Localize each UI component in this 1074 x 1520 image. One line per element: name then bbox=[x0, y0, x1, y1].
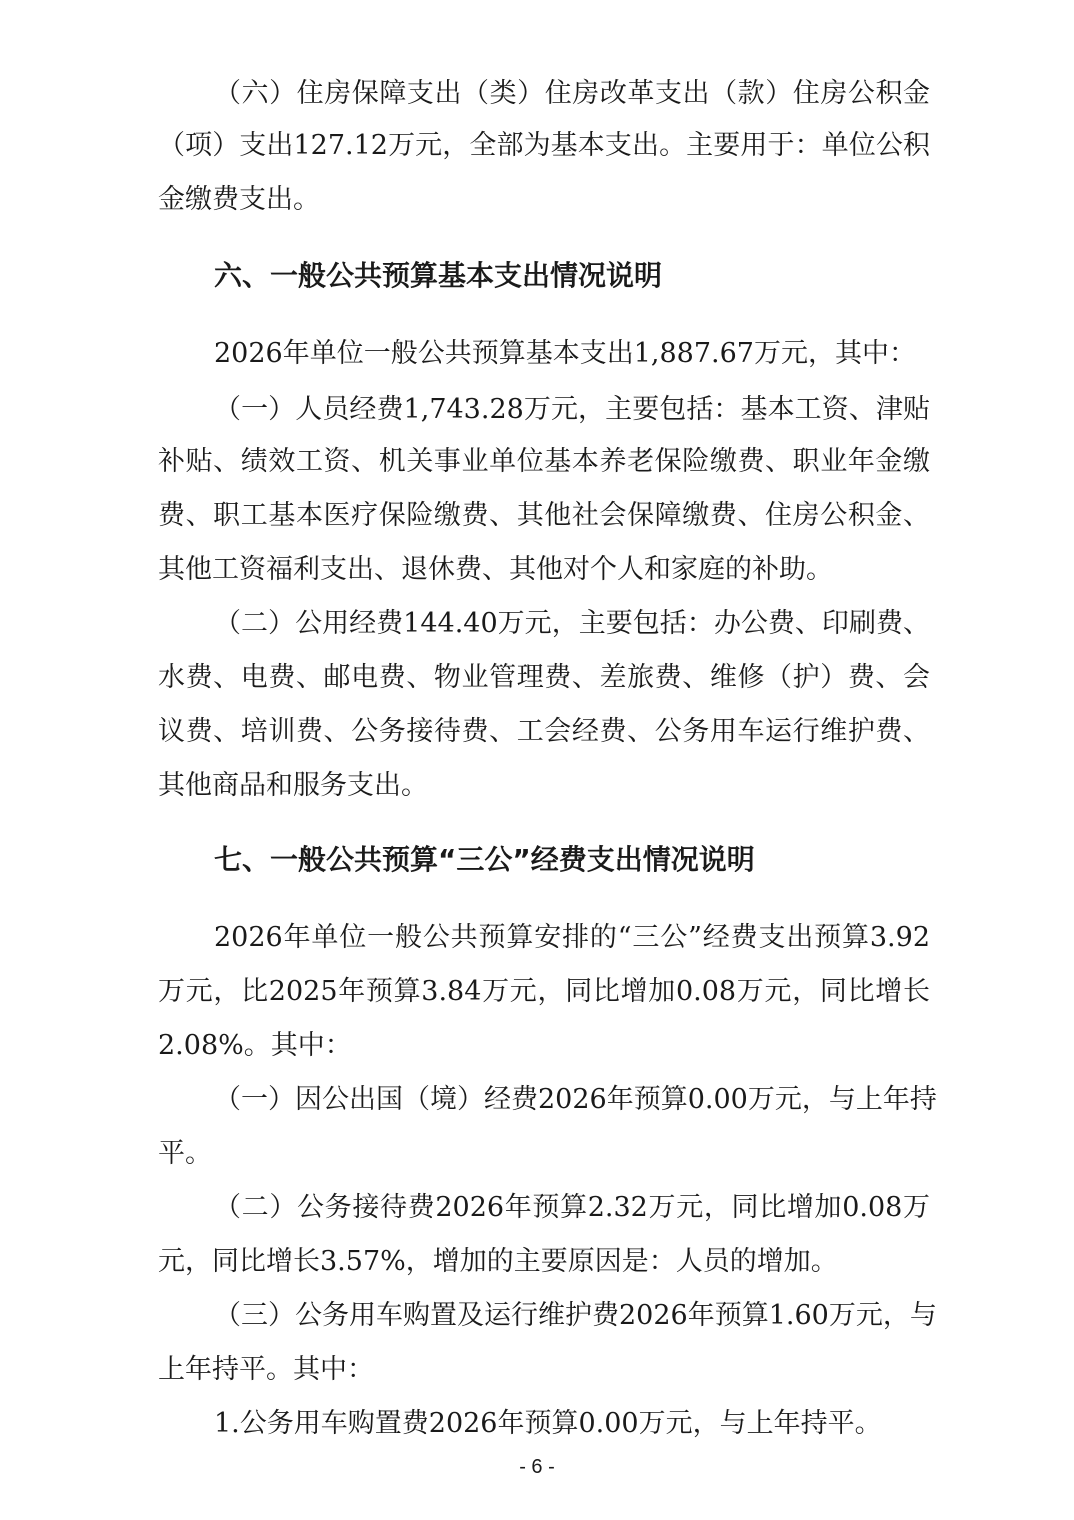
personnel-cost-line-2: 补贴、绩效工资、机关事业单位基本养老保险缴费、职业年金缴 bbox=[158, 446, 930, 477]
section-6-intro: 2026年单位一般公共预算基本支出1,887.67万元，其中： bbox=[214, 338, 916, 369]
public-cost-line-3: 议费、培训费、公务接待费、工会经费、公务用车运行维护费、 bbox=[158, 716, 930, 747]
personnel-cost-line-4: 其他工资福利支出、退休费、其他对个人和家庭的补助。 bbox=[158, 554, 833, 585]
paragraph-housing-line-2: （项）支出127.12万元，全部为基本支出。主要用于：单位公积 bbox=[158, 130, 930, 161]
paragraph-housing-line-1: （六）住房保障支出（类）住房改革支出（款）住房公积金 bbox=[214, 78, 930, 109]
public-cost-line-2: 水费、电费、邮电费、物业管理费、差旅费、维修（护）费、会 bbox=[158, 662, 930, 693]
reception-expense-line-2: 元，同比增长3.57%，增加的主要原因是：人员的增加。 bbox=[158, 1246, 838, 1277]
section-7-heading: 七、一般公共预算“三公”经费支出情况说明 bbox=[214, 843, 755, 876]
section-6-heading: 六、一般公共预算基本支出情况说明 bbox=[214, 259, 663, 292]
abroad-expense-line-1: （一）因公出国（境）经费2026年预算0.00万元，与上年持 bbox=[214, 1084, 937, 1115]
vehicle-purchase-line: 1.公务用车购置费2026年预算0.00万元，与上年持平。 bbox=[214, 1408, 882, 1439]
paragraph-housing-line-3: 金缴费支出。 bbox=[158, 184, 320, 215]
section-7-intro-line-1: 2026年单位一般公共预算安排的“三公”经费支出预算3.92 bbox=[214, 922, 930, 953]
public-cost-line-4: 其他商品和服务支出。 bbox=[158, 770, 428, 801]
reception-expense-line-1: （二）公务接待费2026年预算2.32万元，同比增加0.08万 bbox=[214, 1192, 930, 1223]
page-number: - 6 - bbox=[519, 1456, 555, 1478]
personnel-cost-line-1: （一）人员经费1,743.28万元，主要包括：基本工资、津贴 bbox=[214, 394, 930, 425]
section-7-intro-line-2: 万元，比2025年预算3.84万元，同比增加0.08万元，同比增长 bbox=[158, 976, 930, 1007]
vehicle-expense-line-2: 上年持平。其中： bbox=[158, 1354, 374, 1385]
personnel-cost-line-3: 费、职工基本医疗保险缴费、其他社会保障缴费、住房公积金、 bbox=[158, 500, 930, 531]
section-7-intro-line-3: 2.08%。其中： bbox=[158, 1030, 352, 1061]
public-cost-line-1: （二）公用经费144.40万元，主要包括：办公费、印刷费、 bbox=[214, 608, 930, 639]
abroad-expense-line-2: 平。 bbox=[158, 1138, 212, 1169]
vehicle-expense-line-1: （三）公务用车购置及运行维护费2026年预算1.60万元，与 bbox=[214, 1300, 937, 1331]
